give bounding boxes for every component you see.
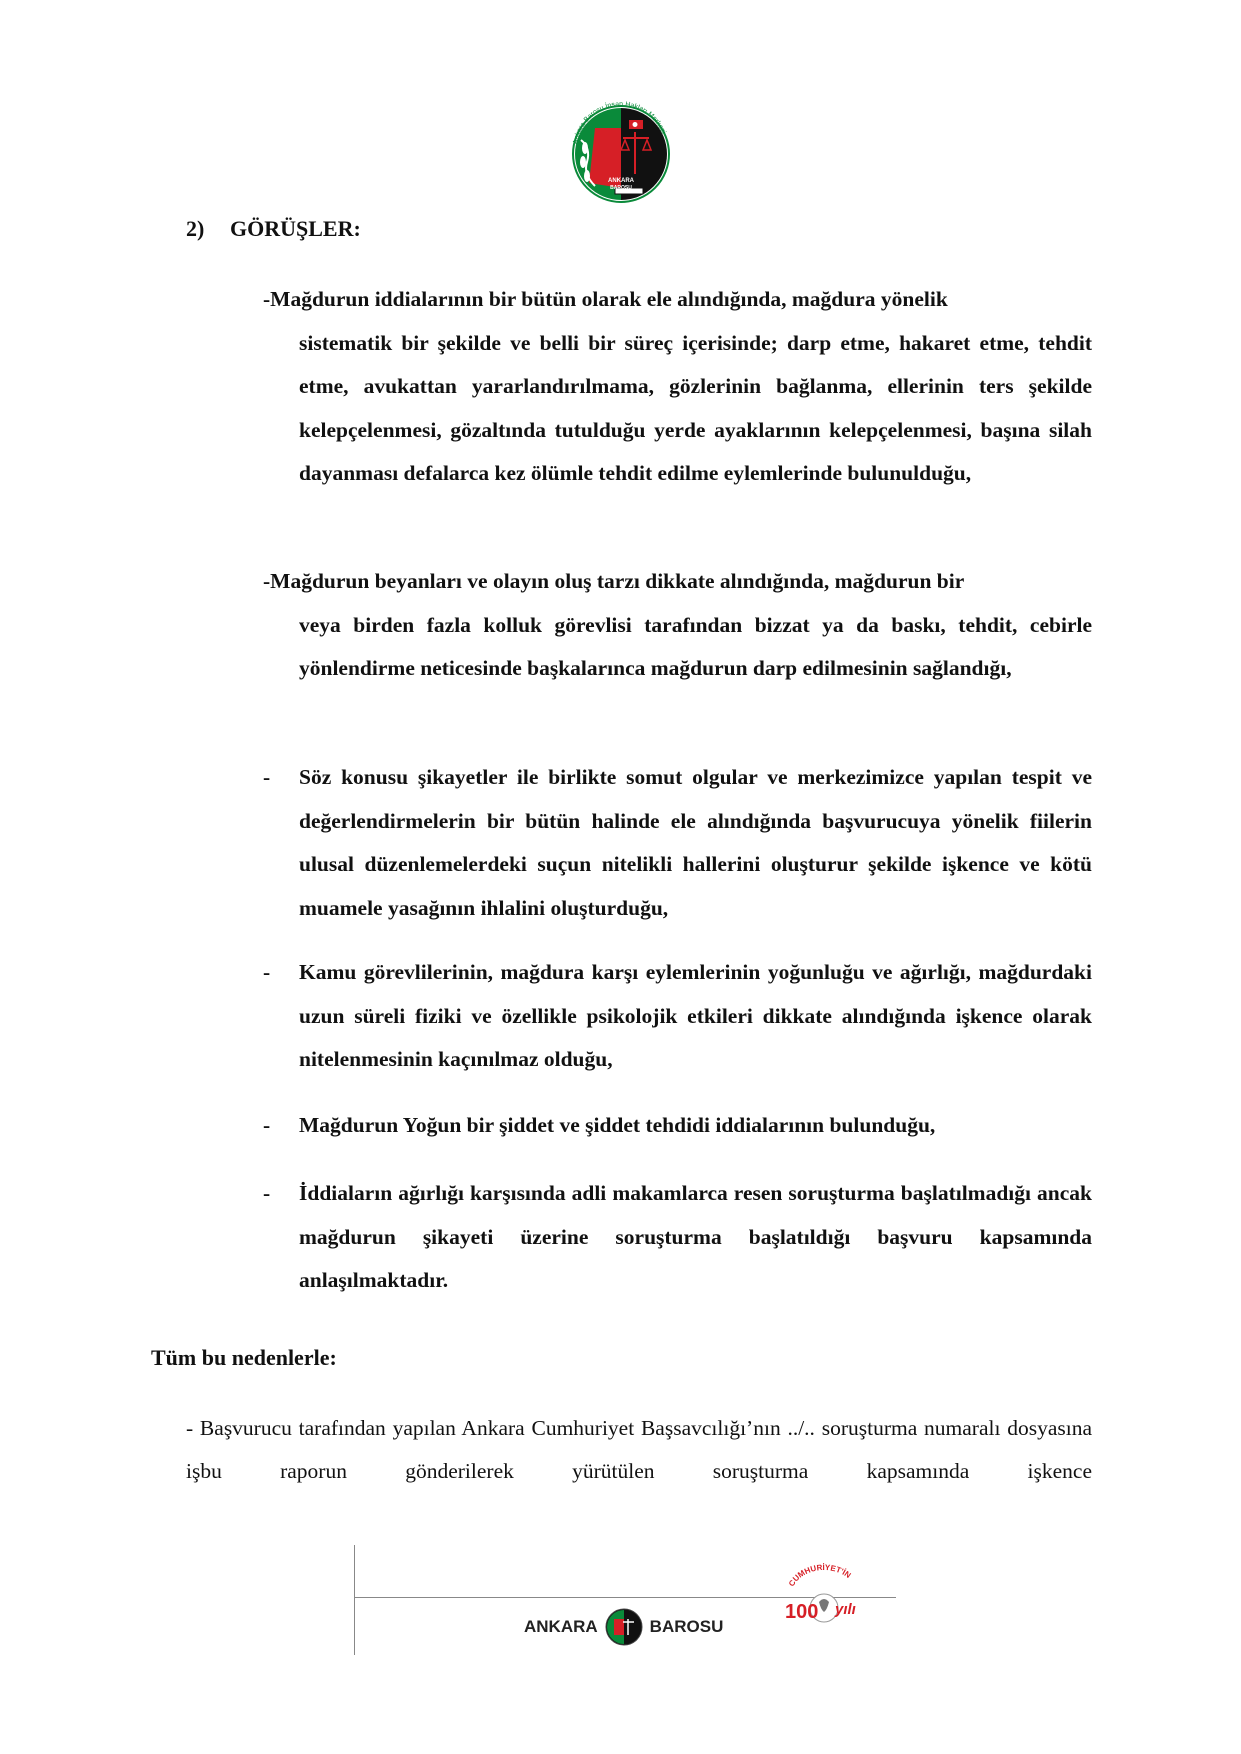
dash-marker: - xyxy=(263,765,271,789)
svg-text:CUMHURİYET'İN: CUMHURİYET'İN xyxy=(786,1562,853,1589)
opinion-dash-item-5 xyxy=(263,1104,1092,1148)
svg-text:BAROSU: BAROSU xyxy=(610,185,632,191)
ankara-bar-human-rights-logo xyxy=(559,88,683,212)
section-title: GÖRÜŞLER: xyxy=(230,216,361,241)
section-number: 2) xyxy=(186,216,205,241)
opinion-item-continuation: sistematik bir şekilde ve belli bir süreç içerisinde; darp etme, hakaret etme, tehdit etme, avukattan yararlandırılmama, gözlerinin bağlanma, ellerinin ters şekilde kelepçelenmesi, gözaltında tutulduğu yerde ayaklarının kelepçelenmesi, başına silah dayanması defalarca kez ölümle tehdit edilme eylemlerinde bulunulduğu, xyxy=(299,330,1092,485)
svg-text:Ankara Barosu İnsan Hakları Me: Ankara Barosu İnsan Hakları Merkezi xyxy=(572,100,667,145)
conclusion-text: - Başvurucu tarafından yapılan Ankara Cumhuriyet Başsavcılığı’nın ../.. soruşturma numaralı dosyasına işbu raporun gönderilerek yürütülen soruşturma kapsamında işkence xyxy=(186,1416,1092,1483)
footer-brand-right: BAROSU xyxy=(649,1617,724,1636)
opinion-dash-item-6 xyxy=(263,1172,1092,1303)
dash-marker: - xyxy=(263,960,271,984)
opinion-dash-text: Kamu görevlilerinin, mağdura karşı eylemlerinin yoğunluğu ve ağırlığı, mağdurdaki uzun süreli fiziki ve özellikle psikolojik etkileri dikkate alındığında işkence olarak nitelenmesinin kaçınılmaz olduğu, xyxy=(299,960,1092,1071)
opinion-item-2 xyxy=(263,560,1092,691)
opinion-dash-item-3 xyxy=(263,756,1092,930)
svg-text:yılı: yılı xyxy=(835,1601,856,1618)
opinion-dash-text: Mağdurun Yoğun bir şiddet ve şiddet tehdidi iddialarının bulunduğu, xyxy=(299,1113,936,1137)
opinion-item-1 xyxy=(263,278,1092,496)
opinion-item-continuation: veya birden fazla kolluk görevlisi tarafından bizzat ya da baskı, tehdit, cebirle yönlendirme neticesinde başkalarınca mağdurun darp edilmesinin sağlandığı, xyxy=(299,612,1092,680)
republic-centenary-badge xyxy=(779,1562,869,1632)
opinion-item-first-line: -Mağdurun beyanları ve olayın oluş tarzı dikkate alındığında, mağdurun bir xyxy=(263,569,965,593)
opinion-dash-item-4 xyxy=(263,951,1092,1082)
footer-brand-left: ANKARA xyxy=(524,1617,598,1636)
dash-marker: - xyxy=(263,1113,271,1137)
svg-text:100: 100 xyxy=(785,1601,819,1623)
section-heading xyxy=(186,216,361,242)
bar-emblem-icon xyxy=(604,1607,644,1647)
opinion-dash-text: Söz konusu şikayetler ile birlikte somut olgular ve merkezimizce yapılan tespit ve değerlendirmelerin bir bütün halinde ele alındığında başvurucuya yönelik fiilerin ulusal düzenlemelerdeki suçun nitelikli hallerini oluşturur şekilde işkence ve kötü muamele yasağının ihlalini oluşturduğu, xyxy=(299,765,1092,920)
opinion-dash-text: İddiaların ağırlığı karşısında adli makamlarca resen soruşturma başlatılmadığı ancak mağdurun şikayeti üzerine soruşturma başlatıldığı başvuru kapsamında anlaşılmaktadır. xyxy=(299,1181,1092,1292)
opinion-item-first-line: -Mağdurun iddialarının bir bütün olarak ele alındığında, mağdura yönelik xyxy=(263,287,948,311)
footer-vertical-divider xyxy=(354,1545,355,1655)
dash-marker: - xyxy=(263,1181,271,1205)
svg-text:ANKARA: ANKARA xyxy=(608,178,634,184)
conclusion-title: Tüm bu nedenlerle: xyxy=(151,1345,337,1370)
footer-ankara-barosu-logo xyxy=(524,1605,723,1649)
